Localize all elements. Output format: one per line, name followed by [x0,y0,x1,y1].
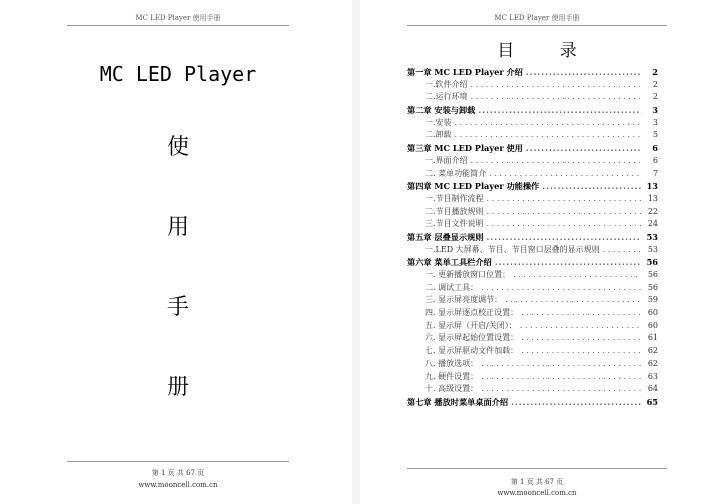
toc-entry-label: 第六章 菜单工具栏介绍 [407,257,492,268]
toc-chapter-entry[interactable] [407,256,658,269]
toc-chapter-entry[interactable] [407,142,658,155]
toc-leader-dots [487,193,641,206]
toc-entry-page: 63 [647,371,658,381]
toc-entry-page: 2 [652,67,658,77]
toc-title: 目 录 [497,41,597,61]
cover-char: 手 [166,295,189,320]
toc-entry-label: 一.LED 大屏幕、节目、节目窗口层叠的显示规则 [425,244,600,254]
toc-section-entry[interactable] [407,358,658,371]
toc-section-entry[interactable] [407,294,658,307]
toc-entry-label: 十. 高级设置： [425,384,479,394]
toc-section-entry[interactable] [407,168,658,181]
toc-entry-page: 13 [647,193,658,203]
toc-entry-label: 三.节目文件说明 [425,219,484,229]
toc-leader-dots [481,358,641,371]
toc-entry-page: 53 [647,244,658,254]
table-of-contents [407,66,658,409]
toc-leader-dots [487,231,641,244]
header-rule [407,25,667,26]
toc-entry-page: 60 [647,308,658,318]
toc-entry-label: 一.软件介绍 [425,79,468,89]
toc-leader-dots [526,66,641,79]
toc-entry-page: 59 [647,295,658,305]
toc-entry-page: 7 [652,168,658,178]
cover-title: MC LED Player [99,62,257,86]
toc-chapter-entry[interactable] [407,396,658,409]
toc-chapter-entry[interactable] [407,66,658,79]
toc-leader-dots [489,168,641,181]
footer-url: www.mooncell.com.cn [497,489,577,497]
toc-entry-page: 53 [646,231,658,242]
toc-leader-dots [481,371,641,384]
toc-entry-label: 第五章 层叠显示规则 [407,231,484,242]
toc-entry-label: 二.运行环境 [425,92,468,102]
toc-section-entry[interactable] [407,91,658,104]
toc-entry-page: 62 [647,346,658,356]
toc-entry-page: 6 [652,155,658,165]
toc-leader-dots [495,256,641,269]
toc-leader-dots [487,206,641,219]
header-rule [67,25,289,26]
toc-entry-label: 七. 显示屏驱动文件加载： [425,346,519,356]
page-number: 第 1 页 共 67 页 [151,469,205,477]
page-header: MC LED Player 使用手册 [494,14,580,22]
cover-char: 册 [166,375,189,400]
toc-leader-dots [455,129,641,142]
toc-entry-label: 一. 更新播放窗口位置： [425,270,511,279]
toc-entry-label: 二.卸载 [425,130,452,140]
toc-section-entry[interactable] [407,129,658,142]
toc-entry-label: 第三章 MC LED Player 使用 [407,143,523,154]
toc-entry-page: 65 [646,396,658,407]
toc-entry-page: 13 [646,181,658,192]
toc-section-entry[interactable] [407,320,658,333]
toc-entry-label: 二. 菜单功能简介 [425,168,487,178]
toc-entry-label: 五. 显示屏（开启/关闭）： [425,320,517,330]
toc-entry-label: 一.安装 [425,117,452,127]
toc-section-entry[interactable] [407,206,658,219]
toc-entry-label: 六. 显示屏起始位置设置： [425,333,519,343]
toc-section-entry[interactable] [407,282,658,295]
toc-leader-dots [505,294,641,307]
toc-entry-label: 第四章 MC LED Player 功能操作 [407,181,540,192]
toc-chapter-entry[interactable] [407,231,658,244]
toc-entry-page: 56 [647,282,658,292]
toc-leader-dots [521,345,641,358]
toc-entry-label: 九. 硬件设置： [425,371,479,381]
toc-leader-dots [481,282,641,295]
toc-entry-page: 60 [647,320,658,330]
toc-section-entry[interactable] [407,383,658,396]
toc-entry-label: 一.界面介绍 [425,155,468,165]
toc-leader-dots [542,180,641,193]
toc-section-entry[interactable] [407,269,658,282]
toc-section-entry[interactable] [407,155,658,168]
page-number: 第 1 页 共 67 页 [510,478,564,486]
toc-section-entry[interactable] [407,244,658,257]
toc-chapter-entry[interactable] [407,104,658,117]
toc-entry-label: 二. 调试工具： [425,282,479,292]
toc-section-entry[interactable] [407,218,658,231]
toc-chapter-entry[interactable] [407,180,658,193]
toc-section-entry[interactable] [407,193,658,206]
toc-entry-page: 56 [647,270,658,279]
toc-entry-page: 2 [652,79,658,89]
toc-section-entry[interactable] [407,79,658,92]
toc-entry-page: 24 [647,219,658,229]
toc-entry-page: 2 [652,92,658,102]
toc-entry-page: 64 [647,384,658,394]
toc-entry-label: 四. 显示屏逐点校正设置： [425,308,519,318]
footer-rule [407,468,667,469]
toc-leader-dots [487,218,641,231]
toc-section-entry[interactable] [407,332,658,345]
toc-entry-page: 5 [652,130,658,140]
toc-leader-dots [521,332,641,345]
toc-entry-page: 3 [652,105,658,116]
toc-leader-dots [478,104,641,117]
toc-entry-label: 第一章 MC LED Player 介绍 [407,67,523,77]
toc-entry-page: 6 [652,143,658,154]
cover-char: 用 [166,215,189,240]
toc-entry-page: 22 [647,206,658,216]
toc-entry-label: 第七章 播放时菜单桌面介绍 [407,396,509,407]
toc-leader-dots [603,244,641,257]
left-page [0,0,352,504]
toc-section-entry[interactable] [407,307,658,320]
toc-entry-label: 三. 显示屏亮度调节： [425,295,503,305]
cover-char: 使 [166,135,189,160]
right-page [360,0,713,504]
toc-leader-dots [511,396,641,409]
toc-entry-label: 一.节目制作流程 [425,193,484,203]
toc-entry-label: 八. 播放选项： [425,358,479,368]
page-header: MC LED Player 使用手册 [135,14,221,22]
toc-leader-dots [521,307,641,320]
toc-leader-dots [471,155,641,168]
toc-entry-page: 61 [647,333,658,343]
toc-leader-dots [481,383,641,396]
toc-section-entry[interactable] [407,117,658,130]
toc-entry-page: 3 [652,117,658,127]
footer-url: www.mooncell.com.cn [138,481,218,489]
toc-leader-dots [471,79,641,92]
toc-entry-page: 62 [647,358,658,368]
toc-leader-dots [513,269,641,282]
toc-leader-dots [520,320,641,333]
toc-section-entry[interactable] [407,371,658,384]
footer-rule [67,461,289,462]
toc-entry-page: 56 [646,257,658,268]
toc-leader-dots [471,91,641,104]
toc-entry-label: 第二章 安装与卸载 [407,105,476,116]
page-gutter [352,0,360,504]
toc-section-entry[interactable] [407,345,658,358]
toc-leader-dots [455,117,641,130]
toc-leader-dots [526,142,641,155]
toc-entry-label: 二.节目播放规则 [425,206,484,216]
